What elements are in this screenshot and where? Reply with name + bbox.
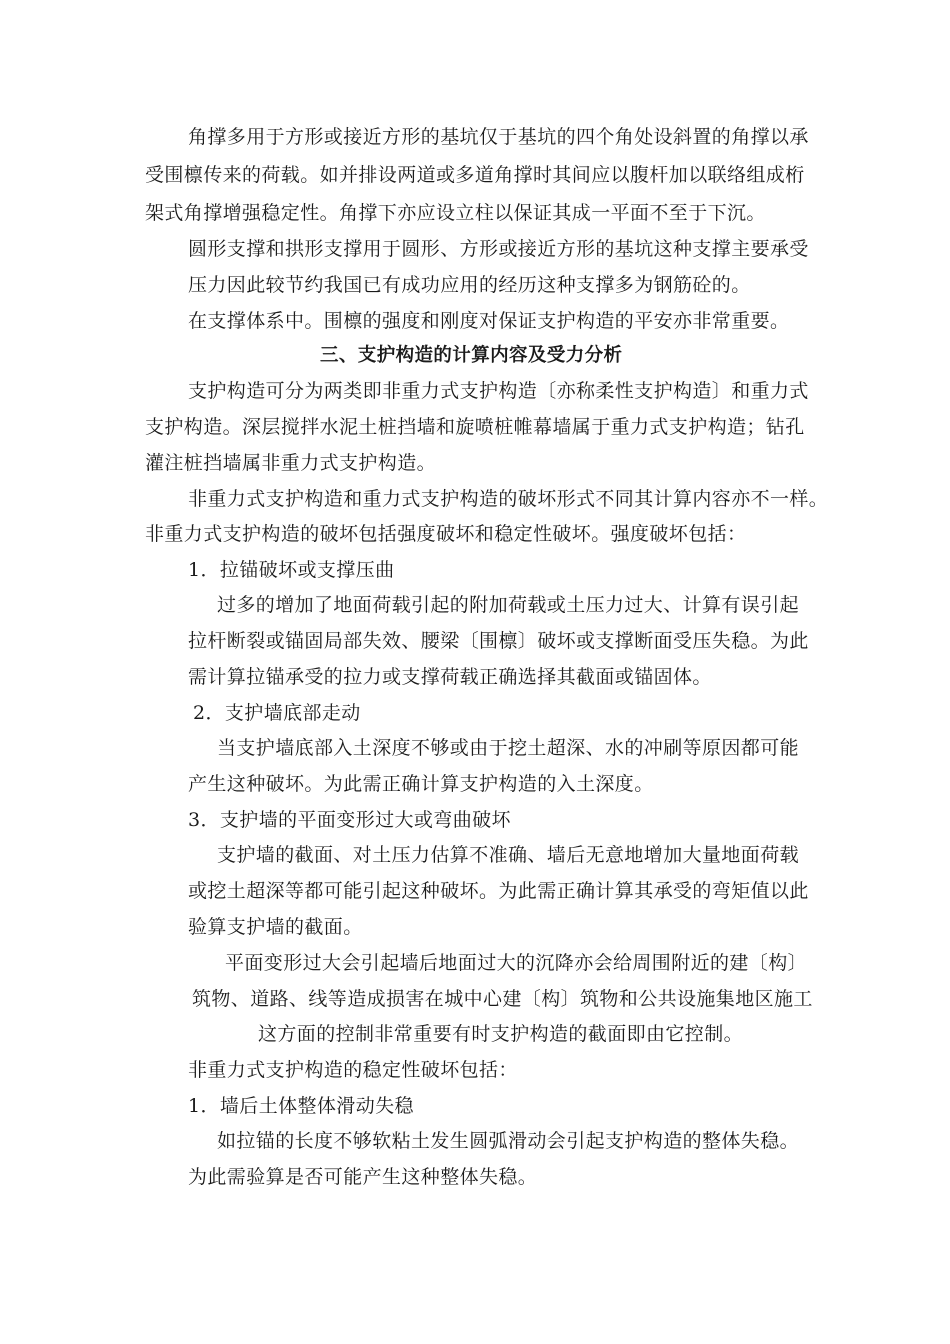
text-line: 灌注桩挡墙属非重力式支护构造。 [145,452,437,474]
text-line: 如拉锚的长度不够软粘土发生圆弧滑动会引起支护构造的整体失稳。 [217,1130,800,1152]
text-line: 过多的增加了地面荷载引起的附加荷载或土压力过大、计算有误引起 [217,594,800,616]
text-line: 拉杆断裂或锚固局部失效、腰梁〔围檩〕破坏或支撑断面受压失稳。为此 [188,630,809,652]
text-line: 支护构造可分为两类即非重力式支护构造〔亦称柔性支护构造〕和重力式 [188,380,809,402]
text-line: 压力因此较节约我国已有成功应用的经历这种支撑多为钢筋砼的。 [188,274,751,296]
text-line: 平面变形过大会引起墙后地面过大的沉降亦会给周围附近的建〔构〕 [225,952,808,974]
text-line: 支护墙的截面、对土压力估算不准确、墙后无意地增加大量地面荷载 [217,844,800,866]
text-line: 角撑多用于方形或接近方形的基坑仅于基坑的四个角处设斜置的角撑以承 [188,126,809,148]
section-heading: 三、支护构造的计算内容及受力分析 [320,345,623,366]
text-line: 产生这种破坏。为此需正确计算支护构造的入土深度。 [188,773,654,795]
text-line: 这方面的控制非常重要有时支护构造的截面即由它控制。 [258,1023,744,1045]
list-item: 1．拉锚破坏或支撑压曲 [188,559,395,581]
text-line: 筑物、道路、线等造成损害在城中心建〔构〕筑物和公共设施集地区施工 [192,988,813,1010]
text-line: 验算支护墙的截面。 [188,916,363,938]
text-line: 受围檩传来的荷载。如并排设两道或多道角撑时其间应以腹杆加以联络组成桁 [145,164,805,186]
text-line: 非重力式支护构造和重力式支护构造的破坏形式不同其计算内容亦不一样。 [188,488,829,510]
text-line: 圆形支撑和拱形支撑用于圆形、方形或接近方形的基坑这种支撑主要承受 [188,238,809,260]
text-line: 非重力式支护构造的破坏包括强度破坏和稳定性破坏。强度破坏包括： [145,523,747,545]
text-line: 或挖土超深等都可能引起这种破坏。为此需正确计算其承受的弯矩值以此 [188,880,809,902]
list-item: 3．支护墙的平面变形过大或弯曲破坏 [188,809,511,831]
text-line: 支护构造。深层搅拌水泥土桩挡墙和旋喷桩帷幕墙属于重力式支护构造；钻孔 [145,416,805,438]
text-line: 非重力式支护构造的稳定性破坏包括： [188,1059,518,1081]
text-line: 当支护墙底部入土深度不够或由于挖土超深、水的冲刷等原因都可能 [217,737,800,759]
text-line: 在支撑体系中。围檩的强度和刚度对保证支护构造的平安亦非常重要。 [188,310,790,332]
text-line: 架式角撑增强稳定性。角撑下亦应设立柱以保证其成一平面不至于下沉。 [145,202,766,224]
list-item: 2．支护墙底部走动 [193,702,361,724]
text-line: 需计算拉锚承受的拉力或支撑荷载正确选择其截面或锚固体。 [188,666,712,688]
text-line: 为此需验算是否可能产生这种整体失稳。 [188,1166,538,1188]
list-item: 1．墙后土体整体滑动失稳 [188,1095,414,1117]
